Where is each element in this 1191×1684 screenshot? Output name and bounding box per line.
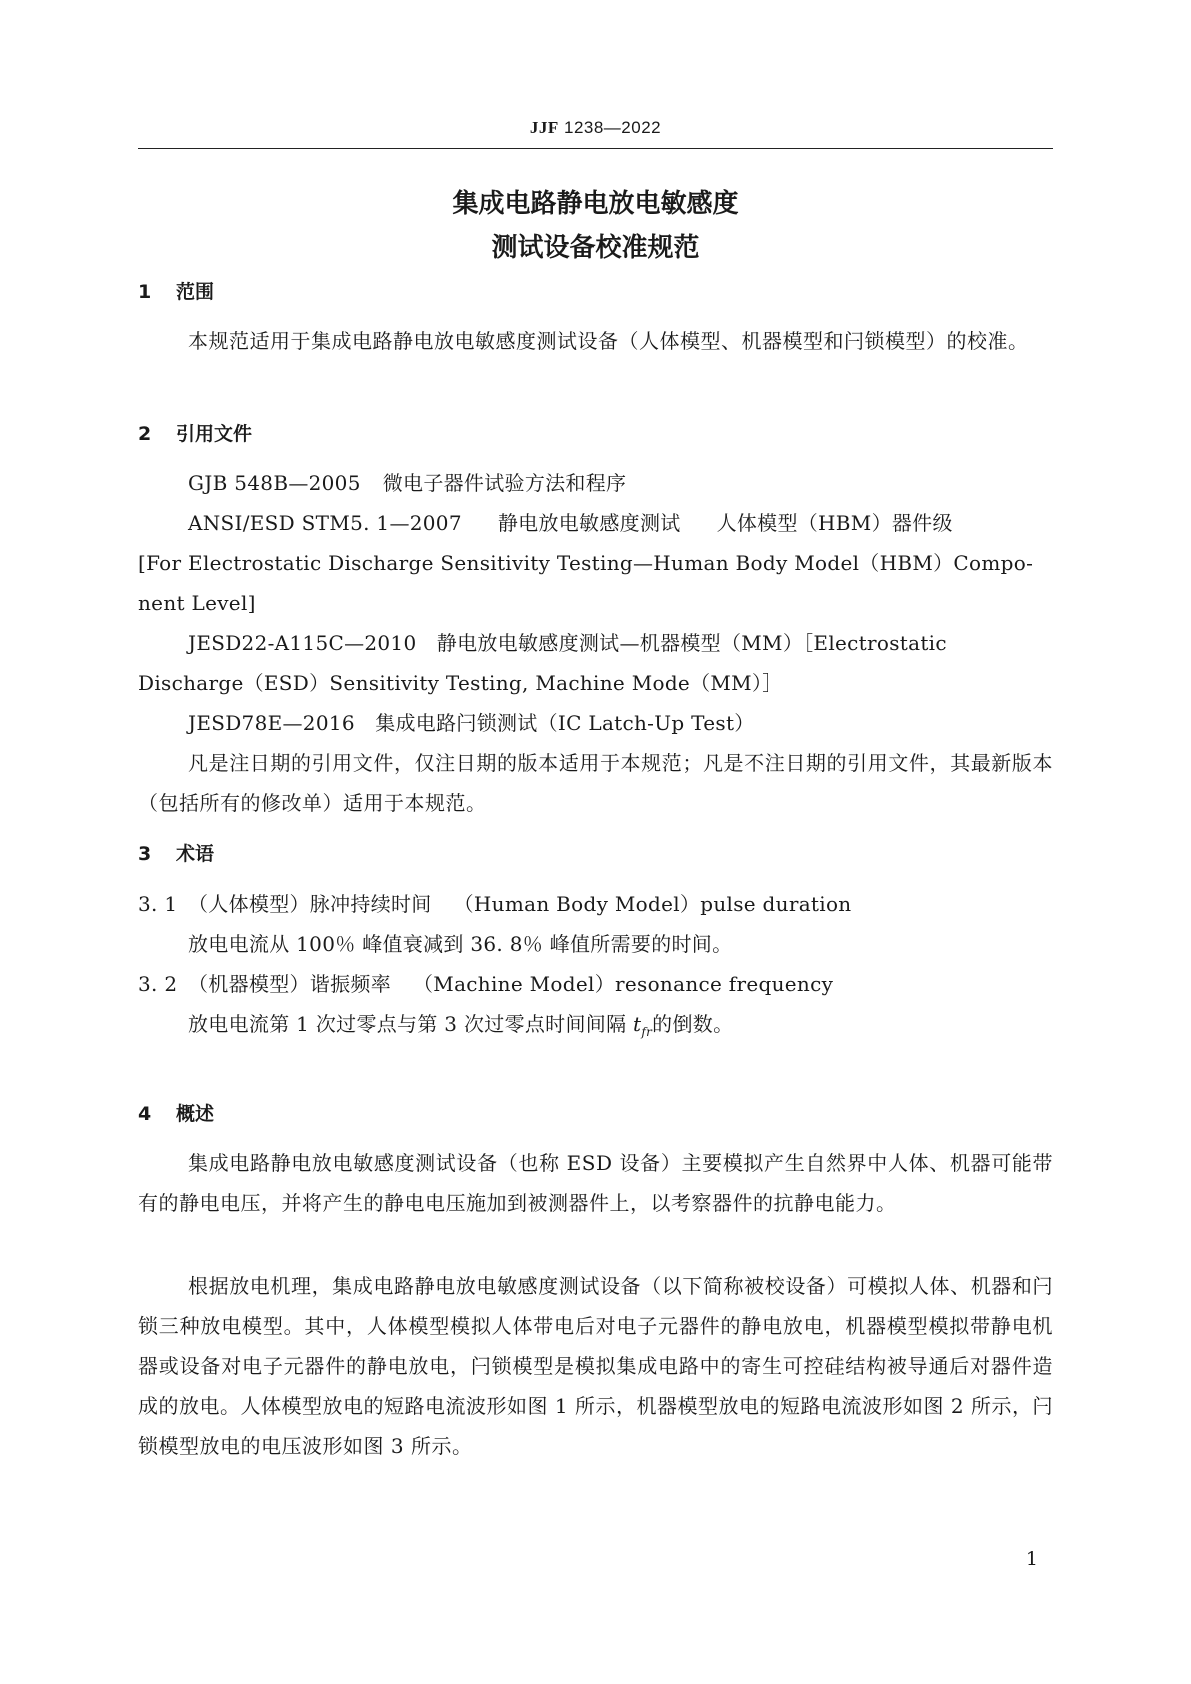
section-number: 4 xyxy=(138,1103,152,1125)
symbol-subscript: fr xyxy=(641,1025,653,1039)
document-title xyxy=(138,182,1053,270)
reference-line: nent Level] xyxy=(138,591,256,615)
term-chinese: （人体模型）脉冲持续时间 xyxy=(188,892,432,916)
reference-item xyxy=(138,503,1103,543)
title-line-2: 测试设备校准规范 xyxy=(491,233,700,263)
section-number: 2 xyxy=(138,423,152,445)
term-number: 3. 1 xyxy=(138,892,178,916)
references-note: 凡是注日期的引用文件，仅注日期的版本适用于本规范；凡是不注日期的引用文件，其最新版本（包括所有的修改单）适用于本规范。 xyxy=(138,751,1053,815)
section-2-heading xyxy=(138,419,1053,446)
term-definition xyxy=(138,1004,1103,1052)
definition-text-end: 的倒数。 xyxy=(652,1012,734,1036)
section-1-heading xyxy=(138,277,1053,304)
section-title: 概述 xyxy=(176,1103,215,1125)
section-number: 1 xyxy=(138,281,152,303)
reference-code: ANSI/ESD STM5. 1—2007 xyxy=(188,511,462,535)
reference-line: Discharge（ESD）Sensitivity Testing, Machine Mode（MM）］ xyxy=(138,671,783,695)
reference-title-cont: 人体模型（HBM）器件级 xyxy=(716,511,953,535)
section-title: 引用文件 xyxy=(176,423,253,445)
symbol-t-fr xyxy=(633,1012,653,1039)
running-header xyxy=(138,118,1053,138)
term-chinese: （机器模型）谐振频率 xyxy=(188,972,391,996)
reference-title: 微电子器件试验方法和程序 xyxy=(382,471,627,495)
term-entry xyxy=(138,884,1053,924)
term-english: （Human Body Model）pulse duration xyxy=(453,892,852,916)
section-number: 3 xyxy=(138,843,152,865)
reference-item: JESD78E—2016 集成电路闩锁测试（IC Latch-Up Test） xyxy=(188,711,755,735)
overview-paragraph-1: 集成电路静电放电敏感度测试设备（也称 ESD 设备）主要模拟产生自然界中人体、机器可能带有的静电电压，并将产生的静电电压施加到被测器件上，以考察器件的抗静电能力。 xyxy=(138,1151,1053,1215)
reference-item: JESD22-A115C—2010 静电放电敏感度测试—机器模型（MM）［Electrostatic xyxy=(188,631,947,655)
term-english: （Machine Model）resonance frequency xyxy=(413,972,834,996)
title-line-1: 集成电路静电放电敏感度 xyxy=(452,189,739,219)
reference-title: 静电放电敏感度测试 xyxy=(497,511,681,535)
reference-code: GJB 548B—2005 xyxy=(188,471,361,495)
term-definition: 放电电流从 100％ 峰值衰减到 36. 8％ 峰值所需要的时间。 xyxy=(188,932,733,956)
standard-number: 1238—2022 xyxy=(563,118,662,137)
standard-code: JJF xyxy=(529,118,559,137)
section-3-heading xyxy=(138,839,1053,866)
section-4-heading xyxy=(138,1099,1053,1126)
section-title: 术语 xyxy=(176,843,215,865)
definition-text: 放电电流第 1 次过零点与第 3 次过零点时间间隔 xyxy=(188,1012,634,1036)
term-entry xyxy=(138,964,1053,1004)
reference-line: [For Electrostatic Discharge Sensitivity Testing—Human Body Model（HBM）Compo- xyxy=(138,551,1034,575)
page-number: 1 xyxy=(1025,1548,1038,1570)
section-title: 范围 xyxy=(176,281,215,303)
header-rule xyxy=(138,148,1053,149)
reference-item xyxy=(138,463,1103,503)
term-number: 3. 2 xyxy=(138,972,178,996)
overview-paragraph-2: 根据放电机理，集成电路静电放电敏感度测试设备（以下简称被校设备）可模拟人体、机器和闩锁三种放电模型。其中，人体模型模拟人体带电后对电子元器件的静电放电，机器模型模拟带静电机器或设备对电子元器件的静电放电，闩锁模型是模拟集成电路中的寄生可控硅结构被导通后对器件造成的放电。人体模型放电的短路电流波形如图 1 所示，机器模型放电的短路电流波形如图 2 所示，闩锁模型放电的电压波形如图 3 所示。 xyxy=(138,1274,1053,1458)
symbol-main: t xyxy=(633,1012,642,1036)
scope-paragraph: 本规范适用于集成电路静电放电敏感度测试设备（人体模型、机器模型和闩锁模型）的校准。 xyxy=(188,329,1029,353)
